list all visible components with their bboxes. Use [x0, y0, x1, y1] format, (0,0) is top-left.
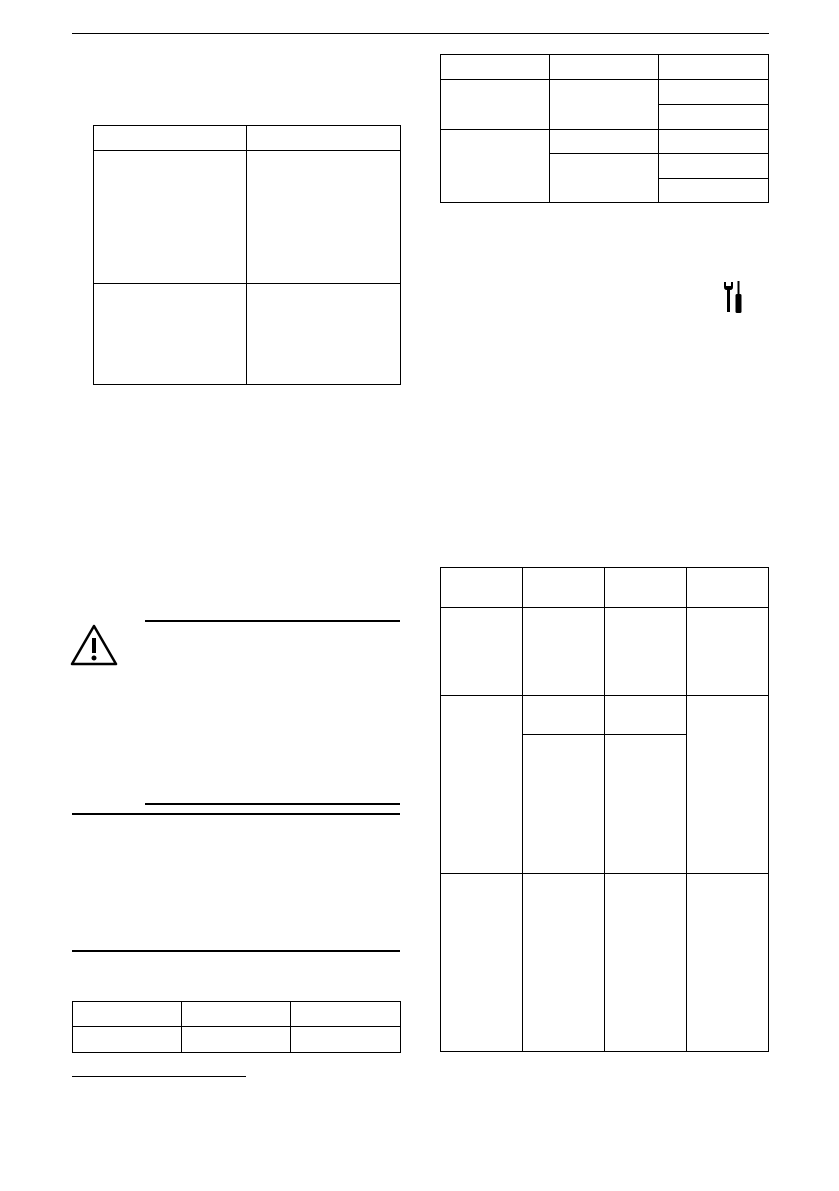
right-bottom-table: [440, 567, 769, 1052]
table-row-divider: [658, 104, 768, 105]
left-top-table: [93, 125, 401, 385]
table-row-divider: [441, 873, 768, 874]
table-col-divider: [181, 1002, 182, 1052]
tools-icon: [722, 280, 744, 314]
table-col-divider: [246, 126, 247, 384]
header-rule: [72, 33, 769, 34]
warning-top-rule: [145, 620, 400, 622]
section-rule: [72, 950, 400, 952]
table-row-divider: [441, 607, 768, 608]
table-col-divider: [686, 568, 687, 1051]
section-rule: [72, 813, 400, 815]
table-row-divider: [658, 178, 768, 179]
table-row-divider: [441, 129, 768, 130]
warning-triangle-icon: [70, 624, 118, 666]
table-row-divider: [549, 153, 768, 154]
table-row-divider: [94, 150, 400, 151]
table-row-divider: [441, 695, 768, 696]
footnote-rule: [72, 1076, 246, 1077]
right-top-table: [440, 54, 769, 203]
table-row-divider: [441, 79, 768, 80]
table-row-divider: [73, 1026, 400, 1027]
table-row-divider: [522, 734, 686, 735]
table-col-divider: [290, 1002, 291, 1052]
left-bottom-table: [72, 1001, 401, 1053]
table-row-divider: [94, 283, 400, 284]
table-col-divider: [604, 568, 605, 1051]
table-col-divider: [522, 568, 523, 1051]
warning-bottom-rule: [145, 803, 400, 805]
